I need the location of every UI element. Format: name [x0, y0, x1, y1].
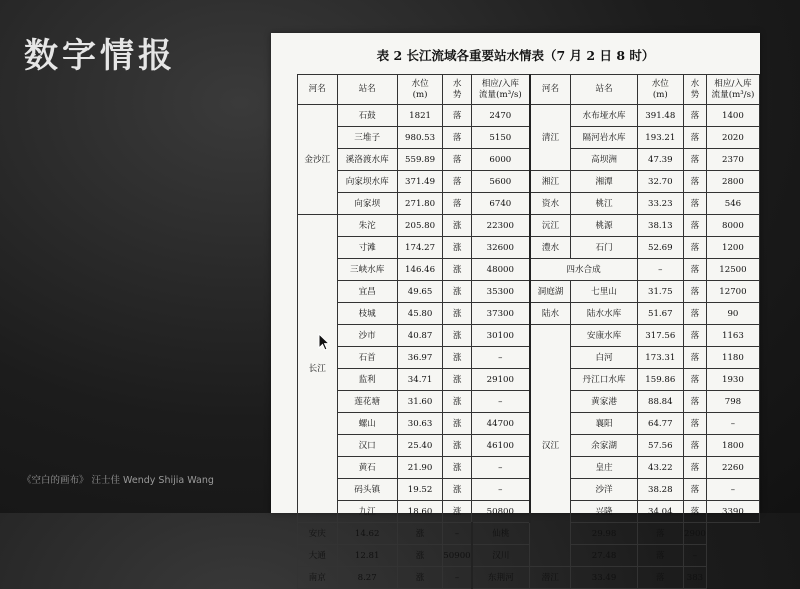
station-cell: 向家坝	[337, 193, 397, 215]
level-cell: 21.90	[397, 457, 442, 479]
table-row	[298, 325, 760, 347]
trend-cell-right: 落	[684, 325, 707, 347]
trend-cell-right: 落	[684, 391, 707, 413]
mouse-pointer-icon	[318, 333, 330, 351]
level-cell-right: 43.22	[637, 457, 683, 479]
table-row	[298, 523, 760, 545]
station-cell: 石鼓	[337, 105, 397, 127]
trend-cell: 涨	[443, 215, 472, 237]
station-cell-right: 安康水库	[571, 325, 637, 347]
river-name-cell-right: 陆水	[530, 303, 571, 325]
flow-cell: 46100	[472, 435, 530, 457]
station-cell: 黄石	[337, 457, 397, 479]
level-cell-right: –	[637, 259, 683, 281]
flow-cell: –	[443, 567, 472, 589]
trend-cell-right: 落	[684, 237, 707, 259]
station-cell: 枝城	[337, 303, 397, 325]
station-cell: 溪洛渡水库	[337, 149, 397, 171]
table-row	[298, 149, 760, 171]
flow-cell: 2470	[472, 105, 530, 127]
flow-cell-right: 546	[706, 193, 759, 215]
document-page	[271, 33, 760, 583]
table-row	[298, 237, 760, 259]
flow-cell-right: –	[706, 413, 759, 435]
level-cell: 18.60	[397, 501, 442, 523]
station-cell-right: 余家湖	[571, 435, 637, 457]
trend-cell-right: 落	[684, 435, 707, 457]
trend-cell: 涨	[443, 479, 472, 501]
level-cell: 980.53	[397, 127, 442, 149]
station-cell-right: 桃江	[571, 193, 637, 215]
table-row	[298, 193, 760, 215]
trend-cell-right: 落	[684, 369, 707, 391]
station-cell-right: 水布垭水库	[571, 105, 637, 127]
level-cell-right: 47.39	[637, 149, 683, 171]
header-flow-right: 相应/入库 流量(m³/s)	[706, 75, 759, 105]
trend-cell: 落	[443, 193, 472, 215]
station-cell: 南京	[298, 567, 338, 589]
table-row	[298, 105, 760, 127]
trend-cell-right: 落	[637, 523, 683, 545]
river-name-cell-right: 沅江	[530, 215, 571, 237]
station-cell: 九江	[337, 501, 397, 523]
trend-cell: 涨	[443, 347, 472, 369]
trend-cell: 落	[443, 171, 472, 193]
trend-cell-right: 落	[684, 479, 707, 501]
level-cell: 45.80	[397, 303, 442, 325]
level-cell-right: 64.77	[637, 413, 683, 435]
station-cell-right: 石门	[571, 237, 637, 259]
flow-cell-right: 1180	[706, 347, 759, 369]
level-cell: 40.87	[397, 325, 442, 347]
trend-cell: 涨	[443, 391, 472, 413]
flow-cell: 6740	[472, 193, 530, 215]
flow-cell-right: 1400	[706, 105, 759, 127]
trend-cell: 涨	[443, 259, 472, 281]
flow-cell: 6000	[472, 149, 530, 171]
level-cell-right: 52.69	[637, 237, 683, 259]
trend-cell-right: 落	[684, 281, 707, 303]
station-cell-right: 沙洋	[571, 479, 637, 501]
slide-credit: 《空白的画布》 汪士佳 Wendy Shijia Wang	[22, 475, 214, 486]
river-name-cell-right: 洞庭湖	[530, 281, 571, 303]
level-cell-right: 317.56	[637, 325, 683, 347]
station-cell: 朱沱	[337, 215, 397, 237]
station-cell: 石首	[337, 347, 397, 369]
river-name-cell-right: 清江	[530, 105, 571, 171]
level-cell: 371.49	[397, 171, 442, 193]
level-cell-right: 32.70	[637, 171, 683, 193]
flow-cell: 48000	[472, 259, 530, 281]
station-cell-right: 皇庄	[571, 457, 637, 479]
level-cell: 36.97	[397, 347, 442, 369]
station-cell-right: 隔河岩水库	[571, 127, 637, 149]
flow-cell-right: 1200	[706, 237, 759, 259]
flow-cell-right: 1163	[706, 325, 759, 347]
table-row	[298, 303, 760, 325]
table-title: 表 2 长江流域各重要站水情表（7 月 2 日 8 时）	[376, 48, 655, 63]
trend-cell: 落	[443, 127, 472, 149]
station-cell-right: 七里山	[571, 281, 637, 303]
table-row	[298, 567, 760, 589]
flow-cell: 50800	[472, 501, 530, 523]
table-row	[298, 391, 760, 413]
level-cell: 34.71	[397, 369, 442, 391]
station-cell-right: 兴隆	[571, 501, 637, 523]
level-cell-right: 88.84	[637, 391, 683, 413]
trend-cell: 落	[443, 105, 472, 127]
station-cell: 三峡水库	[337, 259, 397, 281]
header-level: 水位 (m)	[397, 75, 442, 105]
flow-cell: 22300	[472, 215, 530, 237]
table-row	[298, 501, 760, 523]
flow-cell-right: 2370	[706, 149, 759, 171]
level-cell-right: 38.28	[637, 479, 683, 501]
header-trend: 水 势	[443, 75, 472, 105]
trend-cell-right: 落	[637, 567, 683, 589]
level-cell: 8.27	[337, 567, 397, 589]
trend-cell-right: 落	[637, 545, 683, 567]
trend-cell: 涨	[443, 501, 472, 523]
table-row	[298, 413, 760, 435]
station-cell-right: 黄家港	[571, 391, 637, 413]
flow-cell: –	[472, 479, 530, 501]
station-cell: 向家坝水库	[337, 171, 397, 193]
trend-cell: 涨	[443, 435, 472, 457]
station-cell-right: 丹江口水库	[571, 369, 637, 391]
river-name-cell-right: 东荆河	[472, 567, 530, 589]
flow-cell-right: 2900	[684, 523, 707, 545]
flow-cell: –	[443, 523, 472, 545]
river-name-cell: 长江	[298, 215, 338, 523]
level-cell-right: 33.49	[571, 567, 637, 589]
level-cell: 174.27	[397, 237, 442, 259]
trend-cell-right: 落	[684, 501, 707, 523]
station-cell: 安庆	[298, 523, 338, 545]
header-river-right: 河名	[530, 75, 571, 105]
river-name-cell: 金沙江	[298, 105, 338, 215]
header-station: 站名	[337, 75, 397, 105]
trend-cell-right: 落	[684, 149, 707, 171]
level-cell-right: 391.48	[637, 105, 683, 127]
flow-cell: 5600	[472, 171, 530, 193]
trend-cell: 涨	[443, 237, 472, 259]
trend-cell-right: 落	[684, 105, 707, 127]
level-cell: 30.63	[397, 413, 442, 435]
slide-title: 数字情报	[24, 36, 176, 76]
flow-cell-right: 8000	[706, 215, 759, 237]
level-cell-right: 51.67	[637, 303, 683, 325]
trend-cell: 落	[443, 149, 472, 171]
table-row	[298, 281, 760, 303]
flow-cell: –	[472, 391, 530, 413]
flow-cell-right: 1930	[706, 369, 759, 391]
level-cell-right: 31.75	[637, 281, 683, 303]
station-cell-right: 陆水水库	[571, 303, 637, 325]
trend-cell-right: 落	[684, 413, 707, 435]
station-cell-right: 湘潭	[571, 171, 637, 193]
level-cell: 271.80	[397, 193, 442, 215]
trend-cell-right: 落	[684, 347, 707, 369]
flow-cell: 32600	[472, 237, 530, 259]
trend-cell: 涨	[397, 523, 442, 545]
flow-cell: 35300	[472, 281, 530, 303]
header-flow: 相应/入库 流量(m³/s)	[472, 75, 530, 105]
table-row	[298, 435, 760, 457]
trend-cell: 涨	[443, 457, 472, 479]
table-row	[298, 457, 760, 479]
station-cell: 寸滩	[337, 237, 397, 259]
trend-cell-right: 落	[684, 303, 707, 325]
river-name-cell-right: 湘江	[530, 171, 571, 193]
level-cell: 205.80	[397, 215, 442, 237]
station-cell: 大通	[298, 545, 338, 567]
level-cell: 25.40	[397, 435, 442, 457]
trend-cell-right: 落	[684, 259, 707, 281]
trend-cell: 涨	[397, 567, 442, 589]
flow-cell-right: 383	[684, 567, 707, 589]
trend-cell-right: 落	[684, 171, 707, 193]
flow-cell: –	[472, 457, 530, 479]
level-cell-right: 33.23	[637, 193, 683, 215]
station-cell-right: 汉川	[472, 545, 530, 567]
flow-cell-right: 12700	[706, 281, 759, 303]
level-cell-right: 34.04	[637, 501, 683, 523]
level-cell-right: 173.31	[637, 347, 683, 369]
table-header-row	[298, 75, 760, 105]
table-row	[298, 347, 760, 369]
table-row	[298, 127, 760, 149]
table-row	[298, 479, 760, 501]
level-cell: 19.52	[397, 479, 442, 501]
flow-cell: –	[472, 347, 530, 369]
trend-cell: 涨	[443, 369, 472, 391]
level-cell: 12.81	[337, 545, 397, 567]
station-cell-right: 四水合成	[530, 259, 638, 281]
trend-cell: 涨	[397, 545, 442, 567]
level-cell: 559.89	[397, 149, 442, 171]
table-row	[298, 171, 760, 193]
flow-cell: 37300	[472, 303, 530, 325]
trend-cell-right: 落	[684, 215, 707, 237]
level-cell: 14.62	[337, 523, 397, 545]
trend-cell-right: 落	[684, 127, 707, 149]
station-cell: 沙市	[337, 325, 397, 347]
station-cell: 监利	[337, 369, 397, 391]
flow-cell-right: 12500	[706, 259, 759, 281]
level-cell-right: 29.98	[571, 523, 637, 545]
station-cell: 螺山	[337, 413, 397, 435]
flow-cell-right: 90	[706, 303, 759, 325]
level-cell: 31.60	[397, 391, 442, 413]
table-row	[298, 369, 760, 391]
station-cell-right: 仙桃	[472, 523, 530, 545]
flow-cell-right: 3390	[706, 501, 759, 523]
trend-cell: 涨	[443, 303, 472, 325]
level-cell: 49.65	[397, 281, 442, 303]
table-row	[298, 215, 760, 237]
table-row	[298, 545, 760, 567]
station-cell: 宜昌	[337, 281, 397, 303]
level-cell-right: 193.21	[637, 127, 683, 149]
header-station-right: 站名	[571, 75, 637, 105]
flow-cell: 50900	[443, 545, 472, 567]
flow-cell-right: 2800	[706, 171, 759, 193]
trend-cell: 涨	[443, 281, 472, 303]
flow-cell-right: 798	[706, 391, 759, 413]
header-level-right: 水位 (m)	[637, 75, 683, 105]
flow-cell: 44700	[472, 413, 530, 435]
table-row	[298, 259, 760, 281]
station-cell: 三堆子	[337, 127, 397, 149]
station-cell: 莲花塘	[337, 391, 397, 413]
station-cell-right: 高坝洲	[571, 149, 637, 171]
trend-cell: 涨	[443, 413, 472, 435]
station-cell-right: 襄阳	[571, 413, 637, 435]
river-name-cell-right: 澧水	[530, 237, 571, 259]
trend-cell-right: 落	[684, 193, 707, 215]
station-cell-right: 潜江	[530, 567, 571, 589]
station-cell: 汉口	[337, 435, 397, 457]
trend-cell-right: 落	[684, 457, 707, 479]
level-cell-right: 38.13	[637, 215, 683, 237]
level-cell-right: 159.86	[637, 369, 683, 391]
station-cell-right: 桃源	[571, 215, 637, 237]
river-name-cell-right: 汉江	[530, 325, 571, 567]
flow-cell: 29100	[472, 369, 530, 391]
station-cell: 码头镇	[337, 479, 397, 501]
level-cell: 1821	[397, 105, 442, 127]
level-cell-right: 27.48	[571, 545, 637, 567]
flow-cell: 30100	[472, 325, 530, 347]
flow-cell-right: –	[684, 545, 707, 567]
water-level-table	[297, 74, 760, 589]
header-trend-right: 水 势	[684, 75, 707, 105]
level-cell-right: 57.56	[637, 435, 683, 457]
trend-cell: 涨	[443, 325, 472, 347]
header-river: 河名	[298, 75, 338, 105]
station-cell-right: 白河	[571, 347, 637, 369]
flow-cell-right: –	[706, 479, 759, 501]
flow-cell-right: 1800	[706, 435, 759, 457]
flow-cell-right: 2020	[706, 127, 759, 149]
level-cell: 146.46	[397, 259, 442, 281]
flow-cell-right: 2260	[706, 457, 759, 479]
river-name-cell-right: 资水	[530, 193, 571, 215]
flow-cell: 5150	[472, 127, 530, 149]
